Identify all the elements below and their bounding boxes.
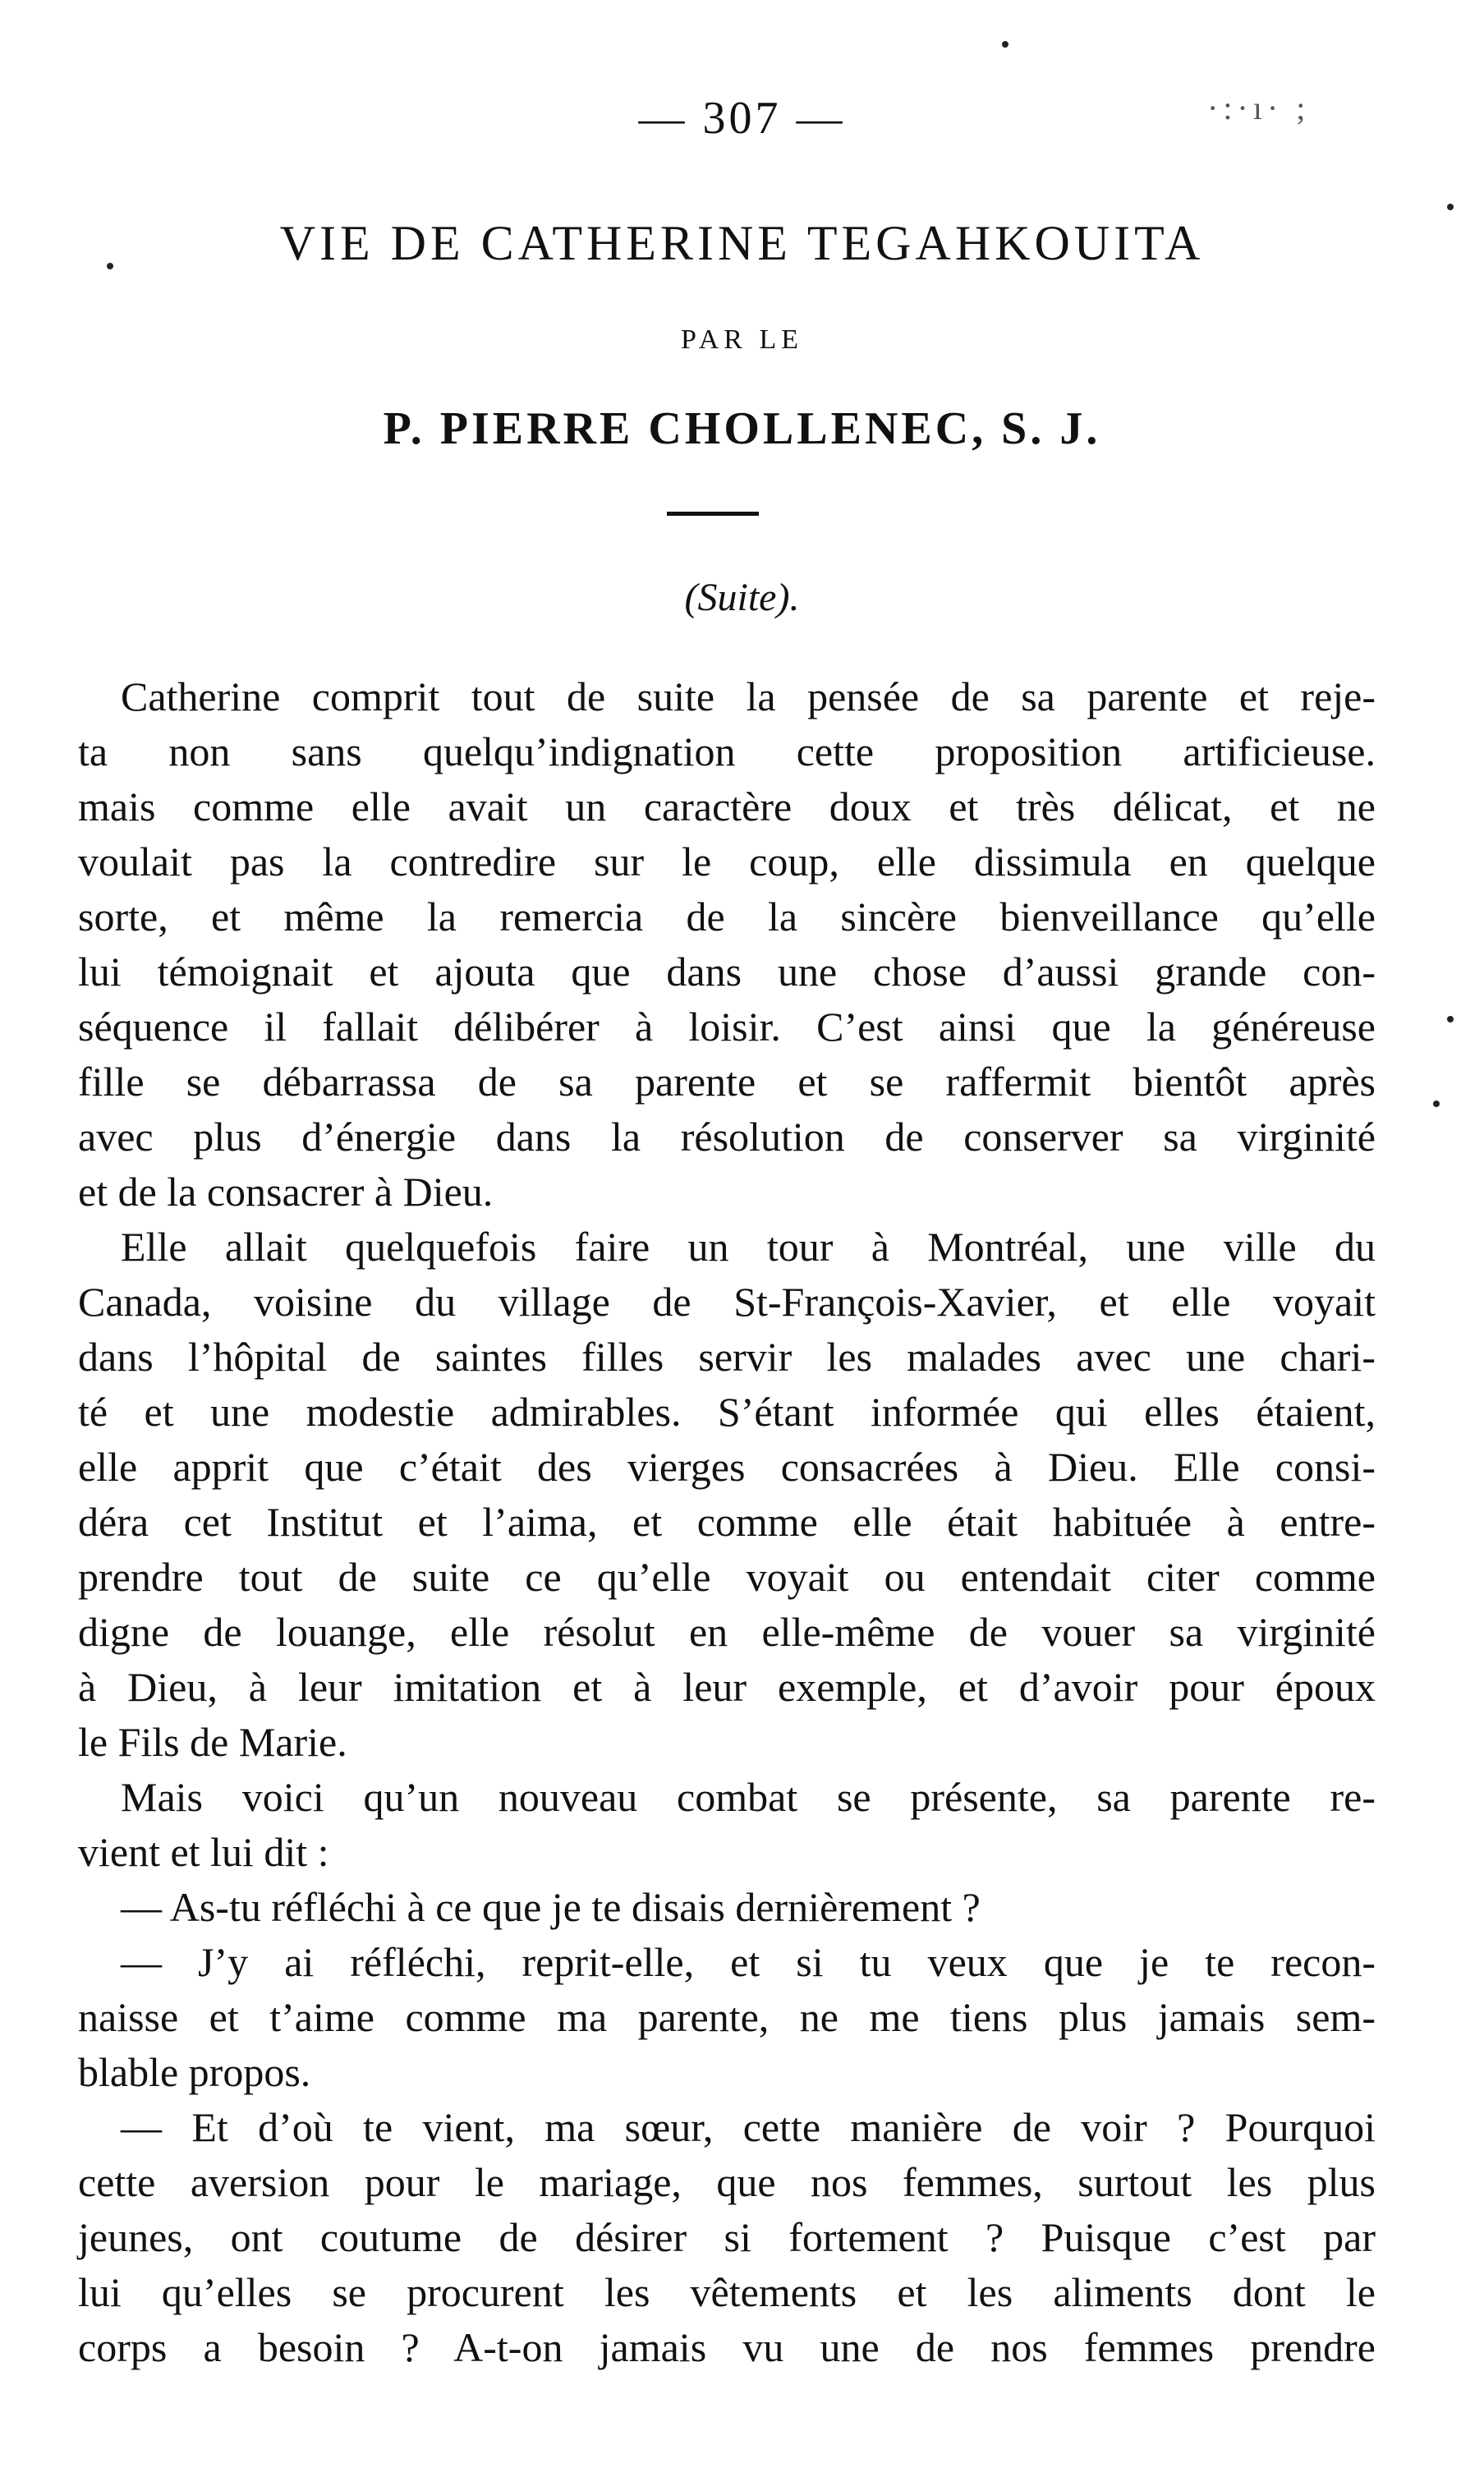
text-line: voulait pas la contredire sur le coup, elle dissimula en quelque [78,839,1376,885]
print-speck [1447,1016,1454,1022]
text-line: Elle allait quelquefois faire un tour à Montréal, une ville du [121,1224,1376,1270]
text-line: digne de louange, elle résolut en elle-même de vouer sa virginité [78,1609,1376,1655]
text-line: elle apprit que c’était des vierges consacrées à Dieu. Elle consi- [78,1444,1376,1490]
text-line: le Fils de Marie. [78,1719,347,1765]
text-line: séquence il fallait délibérer à loisir. C’est ainsi que la généreuse [78,1004,1376,1050]
text-line: mais comme elle avait un caractère doux et très délicat, et ne [78,783,1376,829]
text-line: té et une modestie admirables. S’étant informée qui elles étaient, [78,1389,1376,1435]
text-line: blable propos. [78,2049,311,2095]
text-line: naisse et t’aime comme ma parente, ne me tiens plus jamais sem- [78,1994,1376,2040]
print-speck [1447,204,1454,210]
text-line: Catherine comprit tout de suite la pensée de sa parente et reje- [121,673,1376,719]
author-name: P. PIERRE CHOLLENEC, S. J. [383,403,1101,454]
text-line: fille se débarrassa de sa parente et se raffermit bientôt après [78,1059,1376,1105]
text-line: Mais voici qu’un nouveau combat se présente, sa parente re- [121,1774,1376,1820]
text-line: jeunes, ont coutume de désirer si fortement ? Puisque c’est par [78,2214,1376,2260]
text-line: lui qu’elles se procurent les vêtements et les aliments dont le [78,2269,1376,2315]
chapter-title: VIE DE CATHERINE TEGAHKOUITA [279,216,1205,270]
subtitle: (Suite). [684,576,800,619]
text-line: Canada, voisine du village de St-François-Xavier, et elle voyait [78,1279,1376,1325]
body-text [78,669,1376,2375]
corner-mark: ·:·ı· ; [1207,90,1311,126]
text-line: corps a besoin ? A-t-on jamais vu une de nos femmes prendre [78,2324,1376,2370]
text-line: — Et d’où te vient, ma sœur, cette manière de voir ? Pourquoi [121,2104,1376,2150]
text-line: — J’y ai réfléchi, reprit-elle, et si tu veux que je te recon- [121,1939,1376,1985]
text-line: et de la consacrer à Dieu. [78,1169,494,1215]
text-line: ta non sans quelqu’indignation cette proposition artificieuse. [78,728,1376,774]
text-line: prendre tout de suite ce qu’elle voyait ou entendait citer comme [78,1554,1376,1600]
print-speck [107,263,113,269]
text-line: à Dieu, à leur imitation et à leur exemple, et d’avoir pour époux [78,1664,1376,1710]
page-number: — 307 — [638,93,846,144]
text-line: vient et lui dit : [78,1829,329,1875]
text-line: — As-tu réfléchi à ce que je te disais dernièrement ? [121,1884,981,1930]
text-line: cette aversion pour le mariage, que nos femmes, surtout les plus [78,2159,1376,2205]
text-line: avec plus d’énergie dans la résolution de conserver sa virginité [78,1114,1376,1160]
text-line: dans l’hôpital de saintes filles servir les malades avec une chari- [78,1334,1376,1380]
text-line: déra cet Institut et l’aima, et comme elle était habituée à entre- [78,1499,1376,1545]
title-rule [667,512,759,516]
print-speck [1433,1101,1440,1107]
text-line: lui témoignait et ajouta que dans une chose d’aussi grande con- [78,949,1376,995]
print-speck [1002,41,1008,48]
by-line: PAR LE [680,324,804,355]
text-line: sorte, et même la remercia de la sincère bienveillance qu’elle [78,894,1376,940]
